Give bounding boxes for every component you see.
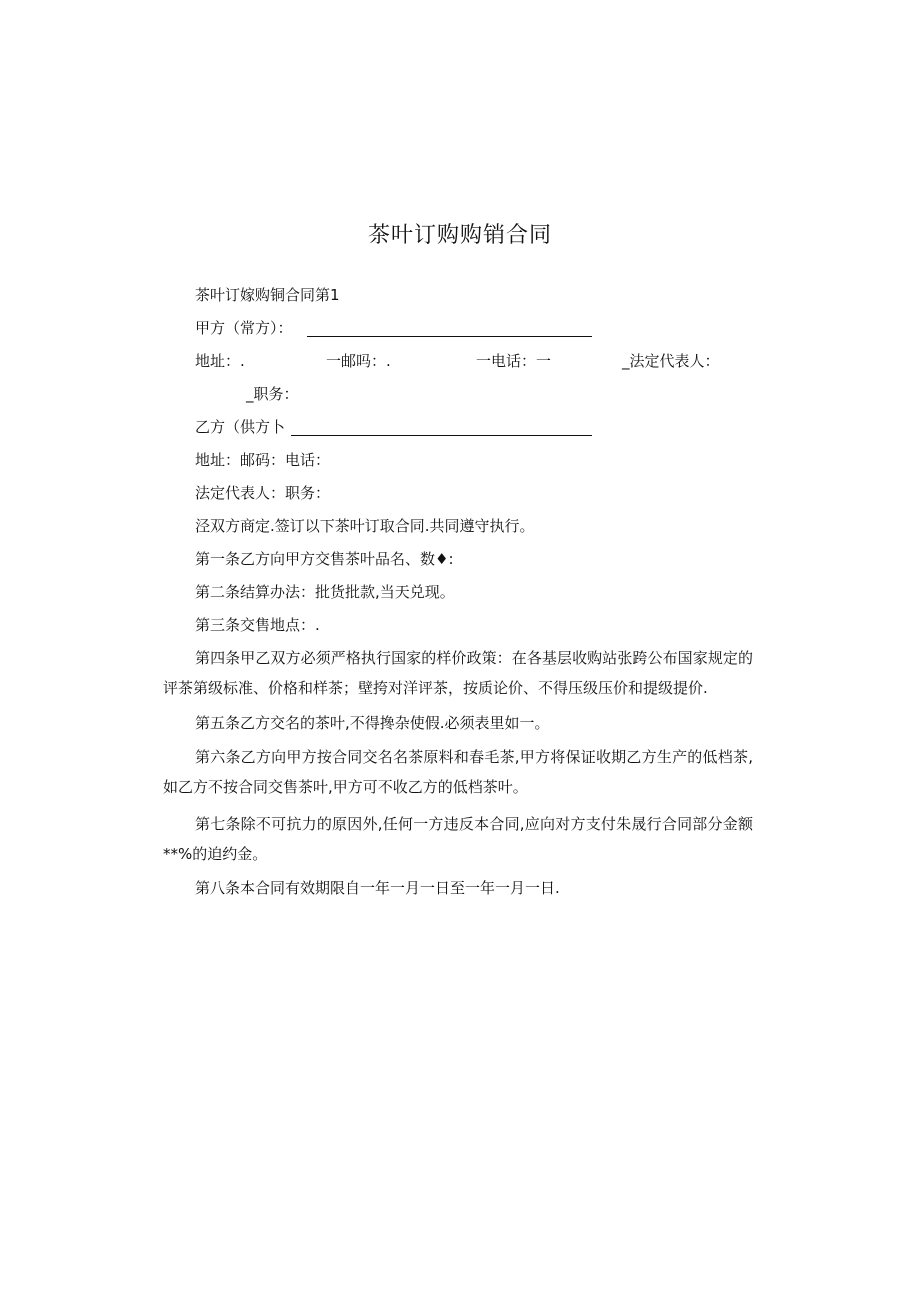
clause-8: 第八条本合同有效期限自一年一月一日至一年一月一日. [195,879,560,897]
clause-7: 第七条除不可抗力的原因外,任何一方违反本合同,应向对方支付朱晟行合同部分金额**%的迫约金。 [163,815,753,863]
party-b-contact-line2: 法定代表人：职务： [195,484,331,502]
contract-intro: 泾双方商定.签订以下茶叶订取合同.共同遵守执行。 [195,517,535,535]
party-b-line [195,417,285,437]
document-title: 茶叶订购购销合同 [367,223,552,248]
party-b-blank [291,421,592,436]
clause-5: 第五条乙方交名的茶叶,不得搀杂使假.必须表里如一。 [195,714,550,732]
party-a-phone: 一电话：一 [476,352,552,370]
party-a-position: _职务： [246,385,299,403]
party-a-postcode: 一邮吗：. [326,352,391,370]
party-a-line [195,318,293,338]
clause-6: 第六条乙方向甲方按合同交名名茶原料和春毛茶,甲方将保证收期乙方生产的低档茶,如乙方不按合同交售茶叶,甲方可不收乙方的低档茶叶。 [163,748,753,796]
party-a-address: 地址：. [195,352,245,370]
party-a-blank [307,322,592,337]
clause-2: 第二条结算办法：批货批款,当天兑现。 [195,583,455,601]
contract-subtitle: 茶叶订嫁购铜合同第1 [195,286,340,304]
party-a-label: 甲方（常方）： [195,319,293,337]
clause-4: 第四条甲乙双方必须严格执行国家的样价政策：在各基层收购站张跨公布国家规定的评茶第级标准、价格和样茶；壁挎对洋评茶，按质论价、不得压级压价和提级提价. [163,649,753,697]
party-b-label: 乙方（供方卜 [195,418,286,436]
clause-1: 第一条乙方向甲方交售茶叶品名、数♦: [195,550,454,568]
clause-3: 第三条交售地点：. [195,616,320,634]
party-a-legal-rep: _法定代表人： [622,352,720,370]
party-b-contact-line1: 地址：邮码：电话： [195,451,331,469]
